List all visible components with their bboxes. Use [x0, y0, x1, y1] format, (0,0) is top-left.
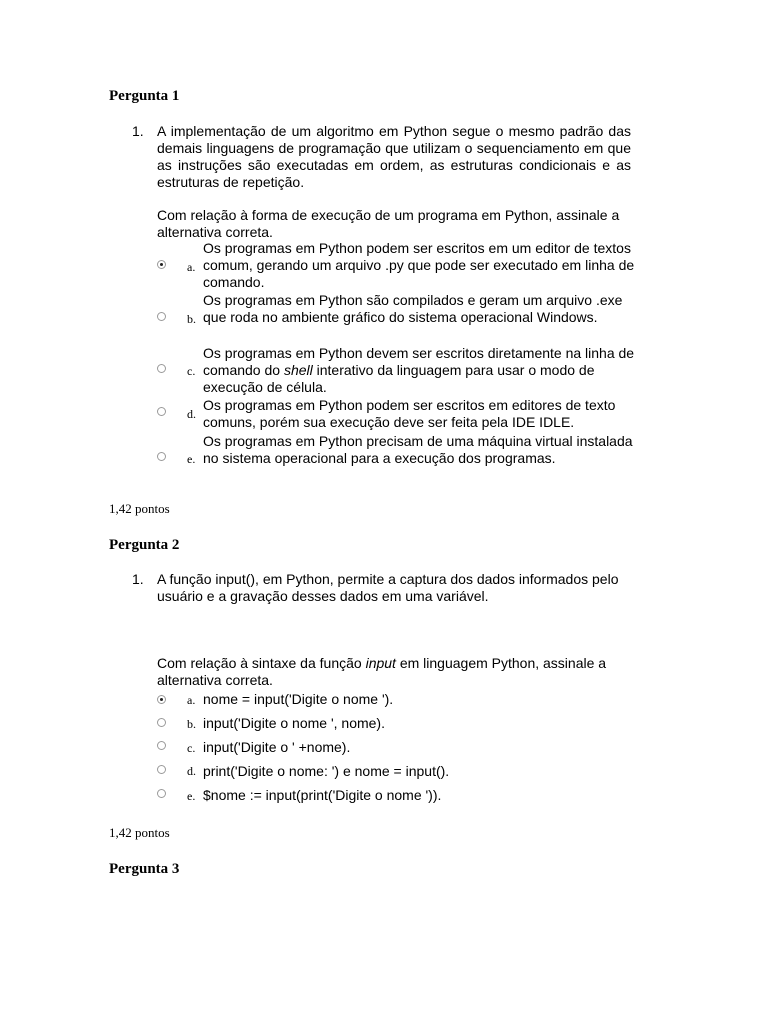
radio-e-icon[interactable]	[157, 789, 166, 798]
option-text: Os programas em Python são compilados e geram um arquivo .exe que roda no ambiente gráfico do sistema operacional Windows.	[203, 292, 623, 325]
radio-c-icon[interactable]	[157, 364, 166, 373]
question-2-number: 1.	[132, 571, 144, 587]
option-letter: d.	[187, 407, 196, 421]
option-letter: c.	[187, 741, 196, 755]
question-2-title: Pergunta 2	[109, 537, 180, 553]
radio-b-icon[interactable]	[157, 312, 166, 321]
radio-a-selected-icon[interactable]	[157, 695, 166, 704]
option-text: Os programas em Python podem ser escritos em editores de texto comuns, porém sua execução deve ser feita pela IDE IDLE.	[203, 397, 616, 430]
option-text: input('Digite o nome ', nome).	[203, 715, 385, 731]
question-1-statement: A implementação de um algoritmo em Python segue o mesmo padrão das demais linguagens de programação que utilizam o sequenciamento em que as instruções são executadas em ordem, as estruturas condicionais e as estruturas de repetição.	[157, 123, 631, 190]
question-1-title: Pergunta 1	[109, 88, 180, 104]
question-1-prompt: Com relação à forma de execução de um programa em Python, assinale a alternativa correta.	[157, 207, 620, 240]
option-letter: b.	[187, 312, 196, 326]
option-letter: d.	[187, 764, 196, 778]
option-letter: e.	[187, 452, 196, 466]
option-text: Os programas em Python devem ser escritos diretamente na linha de comando do shell interativo da linguagem para usar o modo de execução de célula.	[203, 345, 635, 395]
radio-c-icon[interactable]	[157, 741, 166, 750]
option-letter: c.	[187, 364, 196, 378]
radio-a-selected-icon[interactable]	[157, 260, 166, 269]
option-letter: e.	[187, 789, 196, 803]
option-text: Os programas em Python precisam de uma máquina virtual instalada no sistema operacional para a execução dos programas.	[203, 433, 633, 466]
option-text: $nome := input(print('Digite o nome ')).	[203, 787, 442, 803]
option-letter: a.	[187, 260, 196, 274]
input-emphasis: input	[365, 655, 396, 671]
question-1-number: 1.	[132, 123, 144, 139]
question-2-statement: A função input(), em Python, permite a captura dos dados informados pelo usuário e a gravação desses dados em uma variável.	[157, 571, 619, 604]
question-3-title: Pergunta 3	[109, 861, 180, 877]
option-text: print('Digite o nome: ') e nome = input().	[203, 763, 450, 779]
option-letter: a.	[187, 693, 196, 707]
option-letter: b.	[187, 717, 196, 731]
radio-d-icon[interactable]	[157, 407, 166, 416]
shell-emphasis: shell	[283, 362, 313, 378]
option-text: nome = input('Digite o nome ').	[203, 691, 394, 707]
radio-d-icon[interactable]	[157, 765, 166, 774]
option-text: Os programas em Python podem ser escritos em um editor de textos comum, gerando um arquivo .py que pode ser executado em linha de comando.	[203, 240, 635, 290]
option-text: input('Digite o ' +nome).	[203, 739, 351, 755]
radio-b-icon[interactable]	[157, 718, 166, 727]
radio-e-icon[interactable]	[157, 452, 166, 461]
question-1-points: 1,42 pontos	[109, 501, 170, 516]
question-2-points: 1,42 pontos	[109, 825, 170, 840]
question-2-prompt: Com relação à sintaxe da função input em linguagem Python, assinale a alternativa correta.	[157, 655, 607, 688]
